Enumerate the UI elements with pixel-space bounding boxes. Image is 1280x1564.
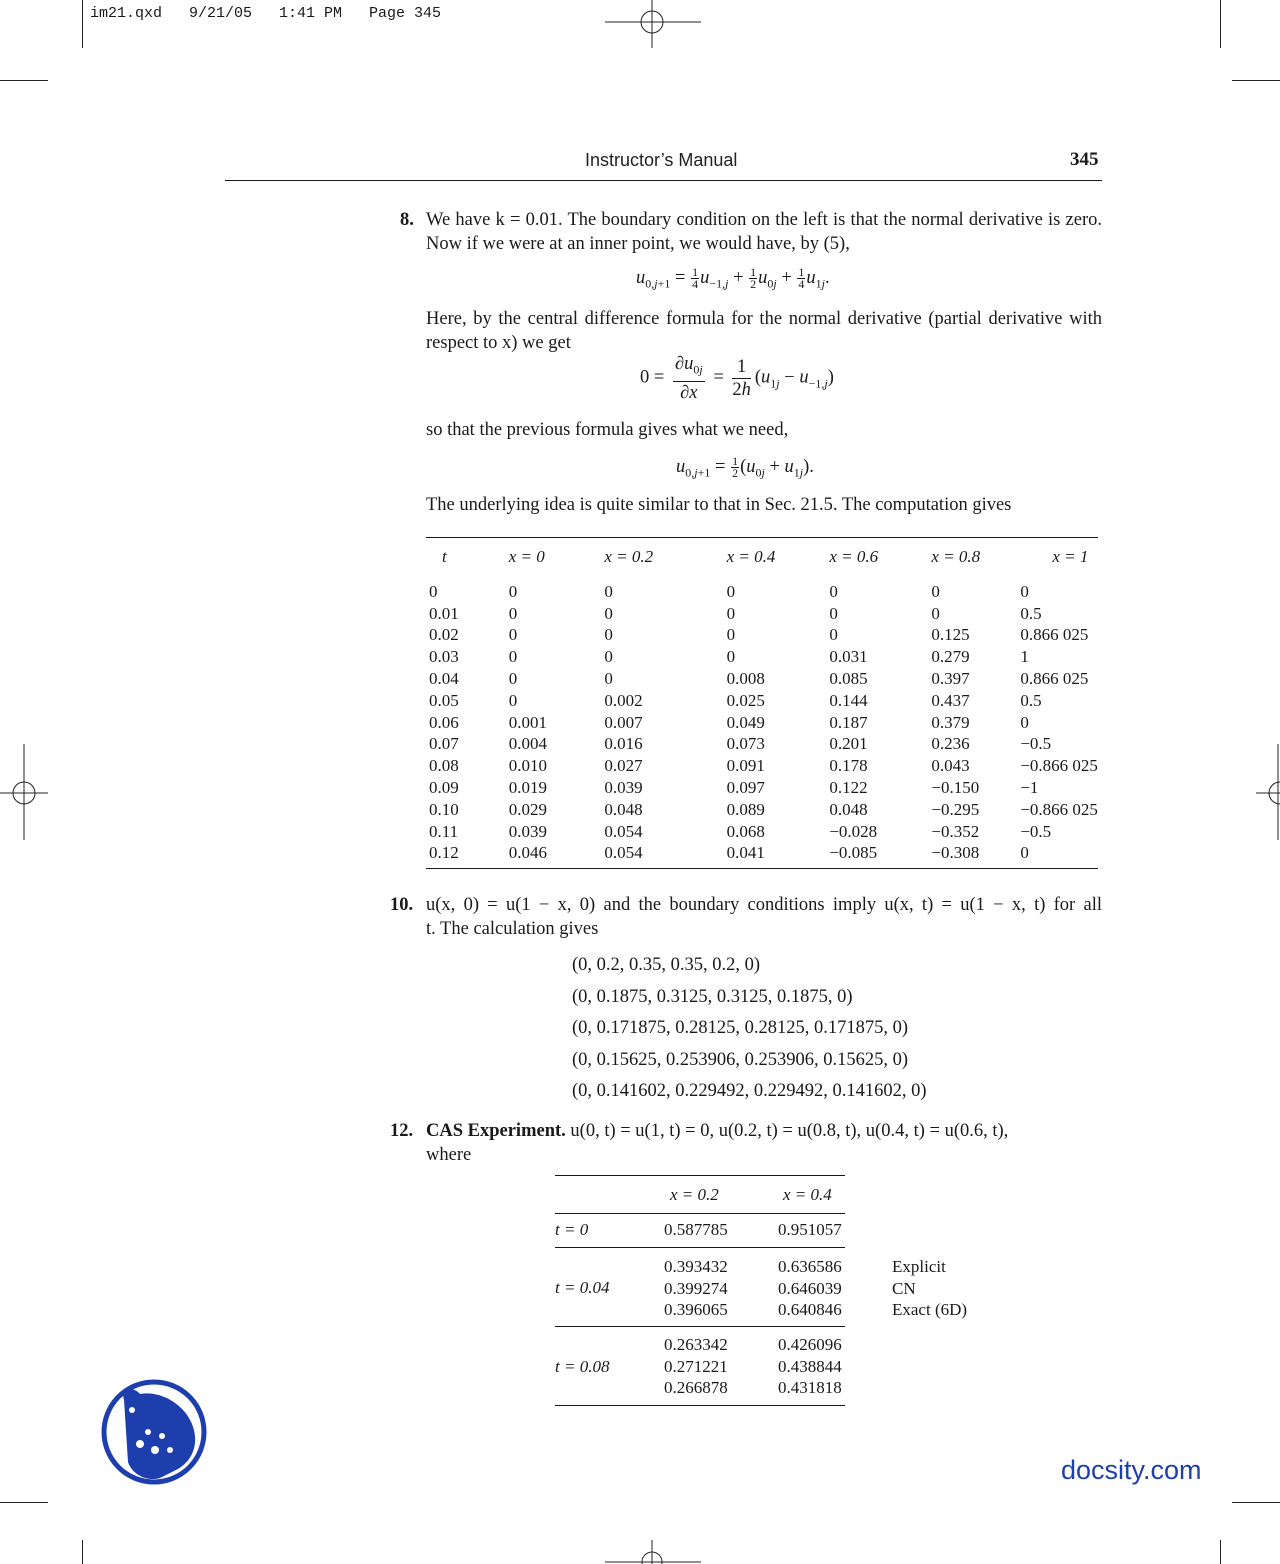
table-cell: 0.091	[726, 756, 765, 776]
vector-row: (0, 0.2, 0.35, 0.35, 0.2, 0)	[572, 955, 761, 975]
column-header: t	[442, 547, 447, 566]
table-cell: 0.001	[508, 712, 548, 732]
table-cell: −0.5	[1020, 734, 1052, 754]
table-cell: 0.07	[429, 734, 459, 754]
table-row	[426, 668, 1098, 690]
table-cell: 0.05	[429, 690, 459, 710]
table-cell: 0.010	[508, 756, 548, 776]
page-number: 345	[1070, 149, 1099, 170]
table-cell: 0.122	[829, 777, 868, 797]
docsity-logo-icon[interactable]	[100, 1378, 208, 1486]
problem-8-so-text: so that the previous formula gives what we need,	[426, 420, 789, 440]
table-cell: 0.144	[829, 690, 868, 710]
table-cell: 0	[508, 603, 518, 623]
table-cell: 0.393432	[664, 1257, 728, 1276]
table-row	[426, 646, 1098, 668]
table-cell: 0.636586	[778, 1257, 842, 1276]
table-row	[426, 777, 1098, 799]
table-cell: 0.007	[604, 712, 643, 732]
method-note: Exact (6D)	[892, 1300, 968, 1319]
vector-row: (0, 0.141602, 0.229492, 0.229492, 0.141602, 0)	[572, 1081, 927, 1101]
table-row	[426, 712, 1098, 734]
table-cell: 0.397	[931, 668, 970, 688]
table-cell: 0.236	[931, 734, 970, 754]
table-cell: 0	[931, 581, 940, 601]
registration-mark-bottom	[605, 1540, 701, 1564]
table-cell: 0.587785	[664, 1220, 728, 1239]
table-row	[426, 576, 1098, 603]
equation-boundary-update: $u_{0,j+1}$ = $\frac{1}{2}$ $(u_{0j} + u_{1j})$.	[676, 454, 814, 481]
table-cell: 0.266878	[664, 1378, 728, 1397]
table-cell: 0.068	[726, 821, 765, 841]
problem-10-text-line1: u(x, 0) = u(1 − x, 0) and the boundary conditions imply u(x, t) = u(1 − x, t) for all	[426, 895, 1102, 915]
problem-8-idea-text: The underlying idea is quite similar to that in Sec. 21.5. The computation gives	[426, 495, 1012, 515]
table-cell: 1	[1020, 647, 1029, 667]
table-cell: 0.048	[604, 799, 643, 819]
table-cell: 0.263342	[664, 1335, 728, 1354]
table-row	[426, 755, 1098, 777]
problem-12-number: 12.	[390, 1121, 414, 1141]
table-cell: 0.041	[726, 843, 765, 863]
table-cell: 0	[1020, 581, 1029, 601]
table-cell: 0.073	[726, 734, 765, 754]
table-cell: 0	[604, 668, 613, 688]
file-slug: im21.qxd 9/21/05 1:41 PM Page 345	[90, 5, 442, 22]
table-cell: −0.866 025	[1020, 756, 1098, 776]
table-cell: 0	[604, 625, 613, 645]
table-cell: 0.031	[829, 647, 868, 667]
problem-12-text: u(0, t) = u(1, t) = 0, u(0.2, t) = u(0.8, t), u(0.4, t) = u(0.6, t),	[570, 1121, 1009, 1141]
table-cell: 0.097	[726, 777, 765, 797]
table-cell: 0.866 025	[1020, 668, 1089, 688]
table-cell: 0	[604, 581, 613, 601]
table-cell: 0.054	[604, 843, 643, 863]
table-cell: 0.12	[429, 843, 459, 863]
table-cell: 0.379	[931, 712, 970, 732]
column-header: x = 0.6	[829, 547, 879, 566]
table-cell: 0.5	[1020, 690, 1042, 710]
problem-10-number: 10.	[390, 895, 414, 915]
computation-table-grid	[426, 538, 1098, 864]
table-cell: 0.11	[429, 821, 459, 841]
table-cell: 0	[508, 625, 518, 645]
vector-row: (0, 0.171875, 0.28125, 0.28125, 0.171875, 0)	[572, 1018, 909, 1038]
table-cell: 0.049	[726, 712, 765, 732]
table-row	[426, 842, 1098, 864]
table-cell: 0	[726, 625, 736, 645]
table-cell: 0.02	[429, 625, 459, 645]
table-cell: −0.028	[829, 821, 878, 841]
table-cell: 0	[508, 668, 518, 688]
table-cell: −0.295	[931, 799, 980, 819]
table-cell: 0.399274	[664, 1278, 728, 1298]
column-header: x = 0.4	[726, 547, 776, 566]
registration-mark-left	[0, 744, 48, 840]
table-cell: 0.025	[726, 690, 765, 710]
table-cell: 0	[1020, 843, 1029, 863]
problem-12-line1	[426, 1119, 1102, 1143]
column-header: x = 1	[1052, 547, 1089, 566]
table-cell: 0.01	[429, 603, 459, 623]
docsity-brand-link[interactable]: docsity.com	[1061, 1455, 1202, 1485]
table-cell: 0	[604, 603, 613, 623]
equation-inner-point: $u_{0,j+1}$ = $\frac{1}{4}$ $u_{-1,j}$ + $\frac{1}{2}$ $u_{0j}$ + $\frac{1}{4}$ $u_{1j}$.	[636, 265, 830, 292]
table-cell: 0.039	[508, 821, 548, 841]
table-cell: 0	[429, 581, 438, 601]
table-cell: 0	[829, 581, 838, 601]
table-cell: 0.271221	[664, 1356, 728, 1376]
table-cell: 0.187	[829, 712, 868, 732]
table-cell: 0.125	[931, 625, 970, 645]
table-cell: 0.004	[508, 734, 548, 754]
table-cell: 0.008	[726, 668, 765, 688]
table-cell: 0.866 025	[1020, 625, 1089, 645]
table-cell: 0.085	[829, 668, 868, 688]
problem-10-text-line2: t. The calculation gives	[426, 919, 599, 939]
table-cell: 0.002	[604, 690, 643, 710]
table-cell: 0	[726, 603, 736, 623]
table-cell: 0	[508, 647, 518, 667]
column-header: x = 0	[508, 547, 545, 566]
running-header-title: Instructor’s Manual	[585, 150, 738, 170]
problem-8-intro: We have k = 0.01. The boundary condition on the left is that the normal derivative is zero. Now if we were at an inner point, we would have, by (5),	[426, 210, 1102, 254]
table-cell: −0.5	[1020, 821, 1052, 841]
table-cell: 0.09	[429, 777, 459, 797]
table-cell: 0.019	[508, 777, 548, 797]
table-cell: 0	[726, 647, 736, 667]
table-row	[426, 821, 1098, 843]
row-label: t = 0.04	[555, 1278, 610, 1297]
table-cell: 0.178	[829, 756, 868, 776]
computation-table	[426, 537, 1098, 869]
table-cell: 0.426096	[778, 1335, 842, 1354]
table-cell: 0.201	[829, 734, 868, 754]
problem-10-vectors	[572, 950, 927, 1108]
table-cell: 0.054	[604, 821, 643, 841]
method-note: CN	[892, 1278, 916, 1298]
table-cell: 0.039	[604, 777, 643, 797]
table-row	[426, 733, 1098, 755]
table-row	[426, 690, 1098, 712]
table-row	[426, 799, 1098, 821]
table-cell: 0.06	[429, 712, 459, 732]
column-header: x = 0.2	[604, 547, 654, 566]
column-header: x = 0.4	[783, 1185, 832, 1204]
table-cell: −0.866 025	[1020, 799, 1098, 819]
table-cell: −0.085	[829, 843, 878, 863]
problem-12-label: CAS Experiment.	[426, 1121, 566, 1141]
table-cell: 0.08	[429, 756, 459, 776]
table-cell: 0.027	[604, 756, 643, 776]
table-cell: 0.043	[931, 756, 970, 776]
registration-mark-right	[1256, 744, 1280, 840]
table-cell: 0	[829, 625, 838, 645]
table-cell: 0	[508, 581, 518, 601]
vector-row: (0, 0.1875, 0.3125, 0.3125, 0.1875, 0)	[572, 986, 853, 1007]
column-header: x = 0.2	[670, 1185, 719, 1204]
table-cell: −1	[1020, 777, 1039, 797]
table-cell: 0.016	[604, 734, 643, 754]
method-note: Explicit	[892, 1257, 946, 1276]
problem-8-number: 8.	[400, 210, 414, 230]
table-row	[426, 603, 1098, 625]
table-cell: 0.431818	[778, 1378, 842, 1397]
table-cell: 0.640846	[778, 1300, 842, 1319]
table-cell: −0.352	[931, 821, 980, 841]
table-cell: 0.10	[429, 799, 459, 819]
table-cell: 0	[604, 647, 613, 667]
table-cell: 0.438844	[778, 1356, 842, 1376]
column-header: x = 0.8	[931, 547, 981, 566]
table-cell: 0.029	[508, 799, 548, 819]
header-rule	[225, 180, 1102, 181]
table-cell: 0.046	[508, 843, 548, 863]
equation-normal-derivative: 0 = $\frac{\partial u_{0j}}{\partial x}$ = $\frac{1}{2h}$ $(u_{1j} - u_{-1,j})$	[640, 354, 834, 403]
vector-row: (0, 0.15625, 0.253906, 0.253906, 0.15625, 0)	[572, 1049, 909, 1070]
problem-12-line2: where	[426, 1145, 472, 1165]
table-cell: 0	[726, 581, 736, 601]
table-cell: 0	[1020, 712, 1029, 732]
row-label: t = 0	[555, 1220, 589, 1239]
table-cell: −0.308	[931, 843, 980, 863]
problem-8-central-difference-text: Here, by the central difference formula for the normal derivative (partial derivative with respect to x) we get	[426, 309, 1102, 353]
table-cell: 0.03	[429, 647, 459, 667]
cas-table	[555, 1175, 968, 1406]
table-cell: 0	[829, 603, 838, 623]
table-cell: 0.048	[829, 799, 868, 819]
table-cell: 0	[508, 690, 518, 710]
table-row	[426, 624, 1098, 646]
table-header-row	[426, 538, 1098, 576]
table-cell: 0	[931, 603, 940, 623]
registration-mark-top	[605, 0, 701, 48]
table-cell: 0.5	[1020, 603, 1042, 623]
table-cell: 0.04	[429, 668, 459, 688]
table-cell: 0.396065	[664, 1300, 728, 1319]
row-label: t = 0.08	[555, 1357, 610, 1376]
table-cell: 0.646039	[778, 1278, 842, 1298]
table-cell: −0.150	[931, 777, 980, 797]
table-cell: 0.437	[931, 690, 970, 710]
table-cell: 0.089	[726, 799, 765, 819]
table-cell: 0.279	[931, 647, 970, 667]
table-cell: 0.951057	[778, 1220, 842, 1239]
